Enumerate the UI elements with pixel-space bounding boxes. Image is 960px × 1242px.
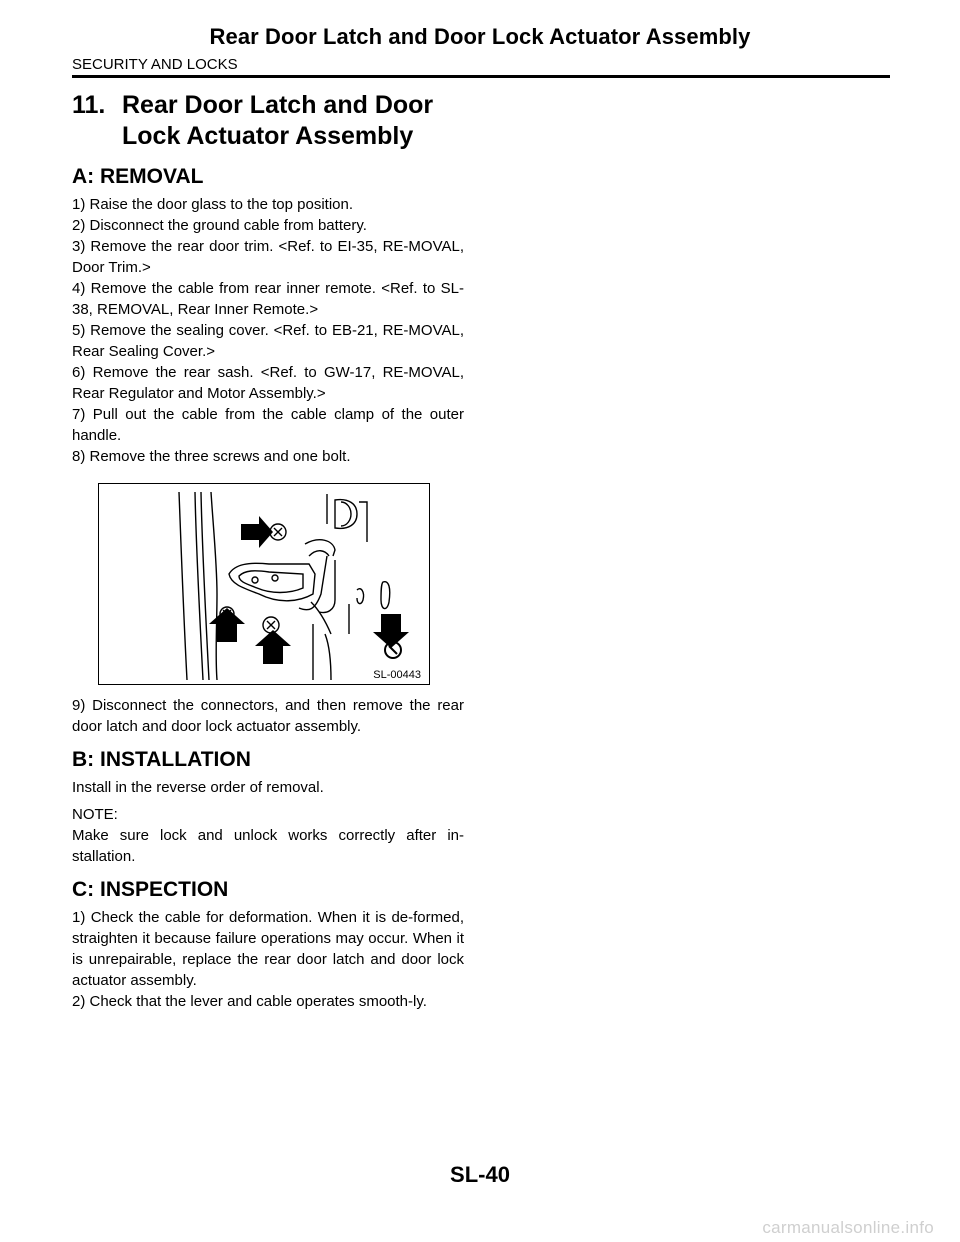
inspection-heading: C: INSPECTION (72, 878, 229, 901)
figure-label: SL-00443 (373, 669, 421, 681)
removal-step-3: 3) Remove the rear door trim. <Ref. to EI-35, RE-MOVAL, Door Trim.> (72, 238, 464, 276)
removal-step-9: 9) Disconnect the connectors, and then remove the rear door latch and door lock actuator assembly. (72, 697, 464, 735)
removal-heading: A: REMOVAL (72, 165, 204, 188)
inspection-step-2: 2) Check that the lever and cable operates smooth-ly. (72, 993, 427, 1010)
removal-step-1: 1) Raise the door glass to the top position. (72, 196, 354, 213)
removal-step-6: 6) Remove the rear sash. <Ref. to GW-17, RE-MOVAL, Rear Regulator and Motor Assembly.> (72, 364, 464, 402)
installation-heading: B: INSTALLATION (72, 748, 251, 771)
removal-step-4: 4) Remove the cable from rear inner remote. <Ref. to SL-38, REMOVAL, Rear Inner Remote.> (72, 280, 464, 318)
page-header-title: Rear Door Latch and Door Lock Actuator Assembly (209, 24, 751, 49)
installation-text: Install in the reverse order of removal. (72, 779, 324, 796)
main-heading (72, 90, 464, 152)
removal-step-8: 8) Remove the three screws and one bolt. (72, 448, 351, 465)
header-divider (72, 75, 890, 78)
note-label: NOTE: (72, 806, 118, 823)
inspection-step-1: 1) Check the cable for deformation. When it is de-formed, straighten it because failure operations may occur. When it is unrepairable, replace the rear door latch and door lock actuator assembly. (72, 909, 464, 989)
removal-step-7: 7) Pull out the cable from the cable clamp of the outer handle. (72, 406, 464, 444)
main-heading-line2: Lock Actuator Assembly (122, 122, 414, 150)
latch-illustration (99, 484, 429, 684)
watermark: carmanualsonline.info (762, 1218, 934, 1237)
section-label: SECURITY AND LOCKS (72, 56, 238, 73)
content-column (72, 90, 464, 1012)
latch-figure (98, 483, 430, 685)
page-number: SL-40 (450, 1162, 510, 1187)
removal-step-2: 2) Disconnect the ground cable from battery. (72, 217, 367, 234)
main-heading-line1: Rear Door Latch and Door (122, 91, 434, 119)
note-text: Make sure lock and unlock works correctly after in-stallation. (72, 827, 464, 865)
main-heading-number: 11. (72, 91, 106, 119)
removal-step-5: 5) Remove the sealing cover. <Ref. to EB-21, RE-MOVAL, Rear Sealing Cover.> (72, 322, 464, 360)
